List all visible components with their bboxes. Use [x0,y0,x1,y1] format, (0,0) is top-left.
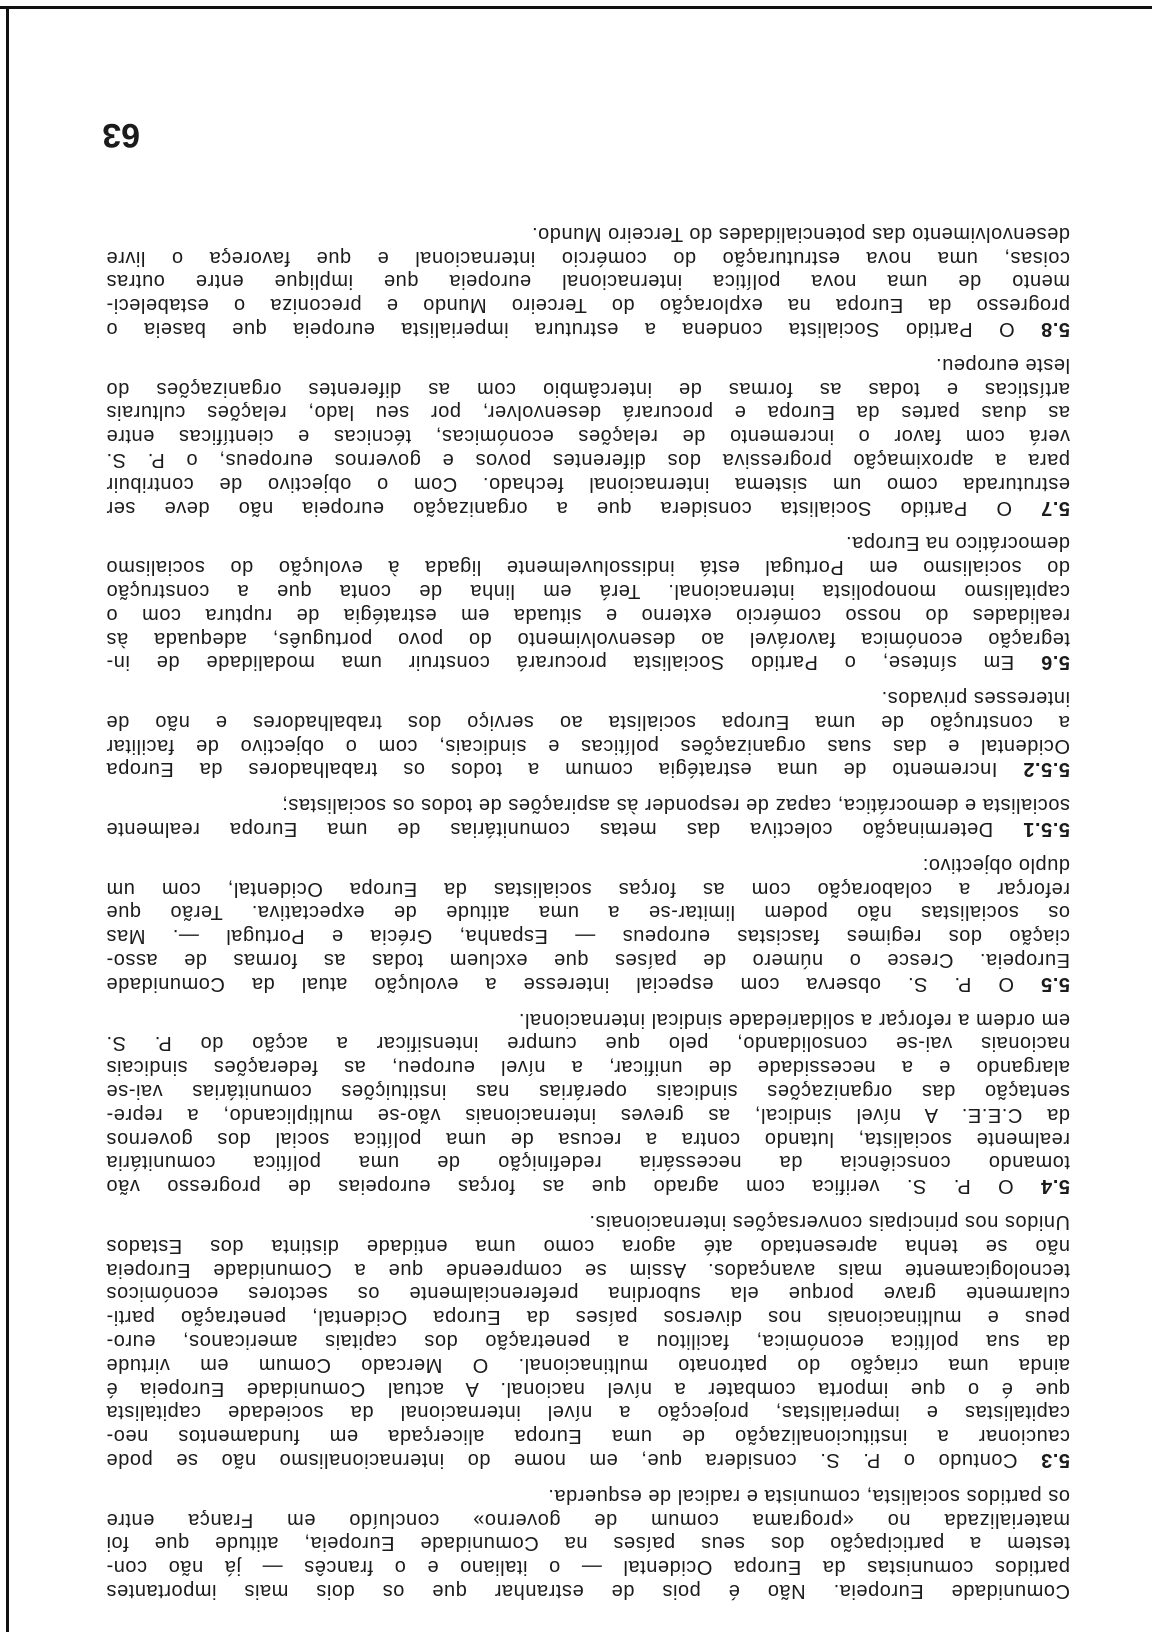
text-line [106,1352,1070,1376]
text-line [106,971,1070,995]
text-line [106,1423,1070,1447]
text-line [106,292,1070,316]
text-line [106,352,1070,376]
line-text: mento de uma nova política internacional europeia que implique entre outras [106,270,1070,293]
text-line [106,1447,1070,1471]
line-text: Em síntese, o Partido Socialista procurará construir uma modalidade de in- [106,651,1041,674]
text-line [106,685,1070,709]
line-text: da sua política económica, facilitou a penetração dos capitais americanos, euro- [106,1330,1070,1353]
text-line [106,447,1070,471]
text-line [106,793,1070,817]
line-text: do socialismo em Portugal está indissoluvelmente ligada à evolução do socialismo [106,556,1070,579]
text-line [106,1102,1070,1126]
text-line [106,531,1070,555]
text-line [106,650,1070,674]
text-line [106,947,1070,971]
line-text: Ocidental e das suas organizações políticas e sindicais, com o objectivo de facilitar [106,734,1070,757]
line-text: coisas, uma nova estruturação do comércio internacional e que favoreça o livre [106,246,1070,269]
section-paragraph-5-8 [106,221,1070,340]
line-text: tegração económica favorável ao desenvolvimento do povo português, adequada às [106,627,1070,650]
text-line [106,733,1070,757]
line-text: materializada no «programa comum de governo» concluído em França entre [106,1508,1070,1531]
text-line [106,376,1070,400]
text-line [106,1173,1070,1197]
line-text: caucionar a institucionalização de uma Europa alicerçada em fundamentos neo- [106,1425,1070,1448]
line-text: cularmente grave porque ela subordina preferencialmente os sectores económicos [106,1282,1070,1305]
line-text: que é o que importa combater a nível nacional. A actual Comunidade Europeia é [106,1377,1070,1400]
text-line [106,1376,1070,1400]
line-text: O P. S. verifica com agrado que as forças europeias de progresso vão [106,1175,1041,1198]
line-text: Europeia. Cresce o número de países que excluem todas as formas de asso- [106,949,1070,972]
line-text: realmente socialista, lutando contra a recusa de uma política social dos governos [106,1127,1070,1150]
line-text: nacionais vai-se consolidando, pelo que cumpre intensificar a acção do P. S. [106,1032,1070,1055]
text-line [106,626,1070,650]
text-line [106,1007,1070,1031]
line-text: duplo objectivo: [922,853,1070,876]
text-line [106,400,1070,424]
paragraph-gap [106,1197,1070,1209]
text-line [106,1150,1070,1174]
line-text: leste europeu. [935,353,1070,376]
text-line [106,876,1070,900]
text-line [106,816,1070,840]
line-text: verá com favor o incremento de relações económicas, técnicas e científicas entre [106,425,1070,448]
text-line [106,1507,1070,1531]
text-line [106,471,1070,495]
section-paragraph-5-5-2 [106,685,1070,780]
text-line [106,578,1070,602]
line-text: tomando consciência da necessária redefinição de uma política comunitária [106,1151,1070,1174]
line-text: artísticas e todas as formas de intercâmbio com as diferentes organizações do [106,377,1070,400]
text-line [106,495,1070,519]
line-text: progresso da Europa na exploração do Terceiro Mundo e preconiza o estabeleci- [106,294,1070,317]
line-text: não se tenha apresentado até agora como uma entidade distinta dos Estados [106,1234,1070,1257]
section-number: 5.5 [1040,972,1070,995]
text-line [106,554,1070,578]
paragraph-gap [106,840,1070,852]
text-line [106,1054,1070,1078]
line-text: partidos comunistas da Europa Ocidental — o italiano e o francês — já não con- [106,1556,1070,1579]
section-paragraph-5-5 [106,852,1070,995]
paragraph-gap [106,340,1070,352]
section-number: 5.7 [1040,496,1070,519]
section-number: 5.6 [1040,651,1070,674]
line-text: capitalismo monopolista internacional. Terá em linha de conta que a construção [106,579,1070,602]
line-text: em ordem a reforçar a solidariedade sindical internacional. [518,1008,1070,1031]
text-line [106,709,1070,733]
text-line [106,269,1070,293]
paragraph-gap [106,1471,1070,1483]
text-line [106,1209,1070,1233]
text-line [106,602,1070,626]
line-text: Comunidade Europeia. Não é pois de estranhar que os dois mais importantes [106,1580,1070,1602]
text-line [106,1531,1070,1555]
text-line [106,245,1070,269]
section-paragraph-5-3 [106,1209,1070,1471]
text-line [106,1578,1070,1602]
line-text: O Partido Socialista considera que a organização europeia não deve ser [106,496,1041,519]
line-text: ciação dos regimes fascistas europeus — Espanha, Grécia e Portugal —. Mas [106,925,1070,948]
section-number: 5.3 [1040,1449,1070,1472]
text-line [106,1483,1070,1507]
text-line [106,423,1070,447]
line-text: Unidos nos principais conversações internacionais. [588,1211,1070,1234]
line-text: as duas partes da Europa e procurará desenvolver, por seu lado, relações culturais [106,401,1070,424]
section-paragraph-5-5-1 [106,793,1070,841]
line-text: Incremento de uma estratégia comum a todos os trabalhadores da Europa [106,758,1023,781]
paragraph-gap [106,673,1070,685]
text-line [106,900,1070,924]
line-text: socialista e democrática, capaz de responder às aspirações de todos os socialistas; [281,794,1070,817]
text-line [106,1281,1070,1305]
section-number: 5.5.1 [1022,818,1070,841]
text-line [106,1257,1070,1281]
section-number: 5.4 [1040,1175,1070,1198]
line-text: alargando e a necessidade de unificar, a nível europeu, as federações sindicais [106,1056,1070,1079]
line-text: os partidos socialista, comunista e radical de esquerda. [547,1484,1070,1507]
text-line [106,316,1070,340]
paragraph-gap [106,995,1070,1007]
text-line [106,1031,1070,1055]
section-number: 5.5.2 [1022,758,1070,781]
text-line [106,757,1070,781]
line-text: democrático na Europa. [845,532,1070,555]
line-text: para a aproximação progressiva dos diferentes povos e governos europeus, o P. S. [106,448,1070,471]
paragraph-gap [106,519,1070,531]
section-paragraph-5-7 [106,352,1070,519]
text-line [106,1328,1070,1352]
page-body-text [106,221,1070,1602]
line-text: ainda uma criação do patronato multinacional. O Mercado Comum em virtude [106,1353,1070,1376]
line-text: reforçar a colaboração com as forças socialistas da Europa Ocidental, com um [106,877,1070,900]
line-text: interesses privados. [881,687,1070,710]
line-text: peus e multinacionais nos diversos países da Europa Ocidental, penetração parti- [106,1306,1070,1329]
line-text: testem a participação dos seus países na Comunidade Europeia, atitude que foi [106,1532,1070,1555]
section-paragraph-5-6 [106,531,1070,674]
line-text: capitalistas e imperialistas, projecção a nível internacional da sociedade capitalista [106,1401,1070,1424]
page-number: 63 [102,116,140,154]
paragraph-gap [106,781,1070,793]
line-text: O P. S. observa com especial interesse a evolução atual da Comunidade [106,972,1041,995]
line-text: realidades do nosso comércio externo e situada em estratégia de ruptura com o [106,603,1070,626]
section-number: 5.8 [1040,317,1070,340]
text-line [106,1400,1070,1424]
section-paragraph-5-4 [106,1007,1070,1197]
continuation-paragraph [106,1483,1070,1602]
text-line [106,1233,1070,1257]
line-text: estruturada como um sistema internacional fechado. Com o objectivo de contribuir [106,472,1070,495]
text-line [106,221,1070,245]
text-line [106,1078,1070,1102]
text-line [106,1126,1070,1150]
line-text: desenvolvimento das potencialidades do Terceiro Mundo. [531,222,1070,245]
line-text: sentação das organizações sindicais operárias nas instituições comunitárias vai-se [106,1080,1070,1103]
text-line [106,923,1070,947]
line-text: O Partido Socialista condena a estrutura imperialista europeia que baseia o [106,317,1041,340]
text-line [106,852,1070,876]
line-text: da C.E.E. A nível sindical, as greves internacionais vão-se multiplicando, a repre- [106,1103,1070,1126]
line-text: Contudo o P. S. considera que, em nome do internacionalismo não se pode [106,1449,1041,1472]
line-text: a construção de uma Europa socialista ao serviço dos trabalhadores e não de [106,710,1070,733]
text-line [106,1304,1070,1328]
line-text: Determinação colectiva das metas comunitárias de uma Europa realmente [106,818,1023,841]
line-text: os socialistas não podem limitar-se a uma atitude de expectativa. Terão que [106,901,1070,924]
text-line [106,1554,1070,1578]
line-text: tecnologicamente mais avançados. Assim se compreende que a Comunidade Europeia [106,1258,1070,1281]
